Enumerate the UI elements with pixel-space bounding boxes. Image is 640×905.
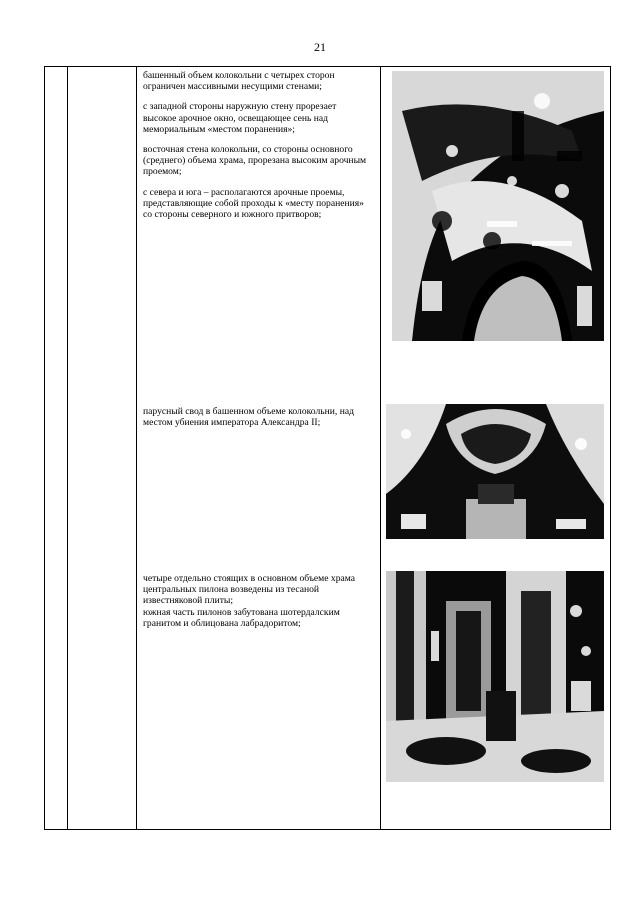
row-1-description: [143, 70, 371, 229]
paragraph: башенный объем колокольни с четырех сторон ограничен массивными несущими стенами;: [143, 70, 335, 93]
pylons-interior-photo: [386, 571, 604, 782]
paragraph: восточная стена колокольни, со стороны основного (среднего) объема храма, прорезана высоким арочным проемом;: [143, 144, 367, 178]
vault-arch-photo: [392, 71, 604, 341]
row-3-description: [143, 573, 371, 629]
row-2-description: [143, 406, 371, 437]
paragraph: с севера и юга – располагаются арочные проемы, представляющие собой проходы к «месту поранения» со стороны северного и южного притворов;: [143, 186, 364, 221]
column-divider: [380, 67, 381, 829]
paragraph: южная часть пилонов забутована шотердалским гранитом и облицована лабрадоритом;: [143, 606, 340, 629]
column-divider: [136, 67, 137, 829]
column-divider: [67, 67, 68, 829]
sail-vault-photo: [386, 404, 604, 539]
paragraph: четыре отдельно стоящих в основном объеме храма центральных пилона возведены из тесаной известняковой плиты;: [143, 573, 356, 607]
paragraph: с западной стороны наружную стену прорезает высокое арочное окно, освещающее сень над мемориальным «местом поранения»;: [143, 101, 337, 135]
page-number: 21: [314, 40, 326, 54]
paragraph: парусный свод в башенном объеме колокольни, над местом убиения императора Александра II;: [143, 406, 354, 429]
